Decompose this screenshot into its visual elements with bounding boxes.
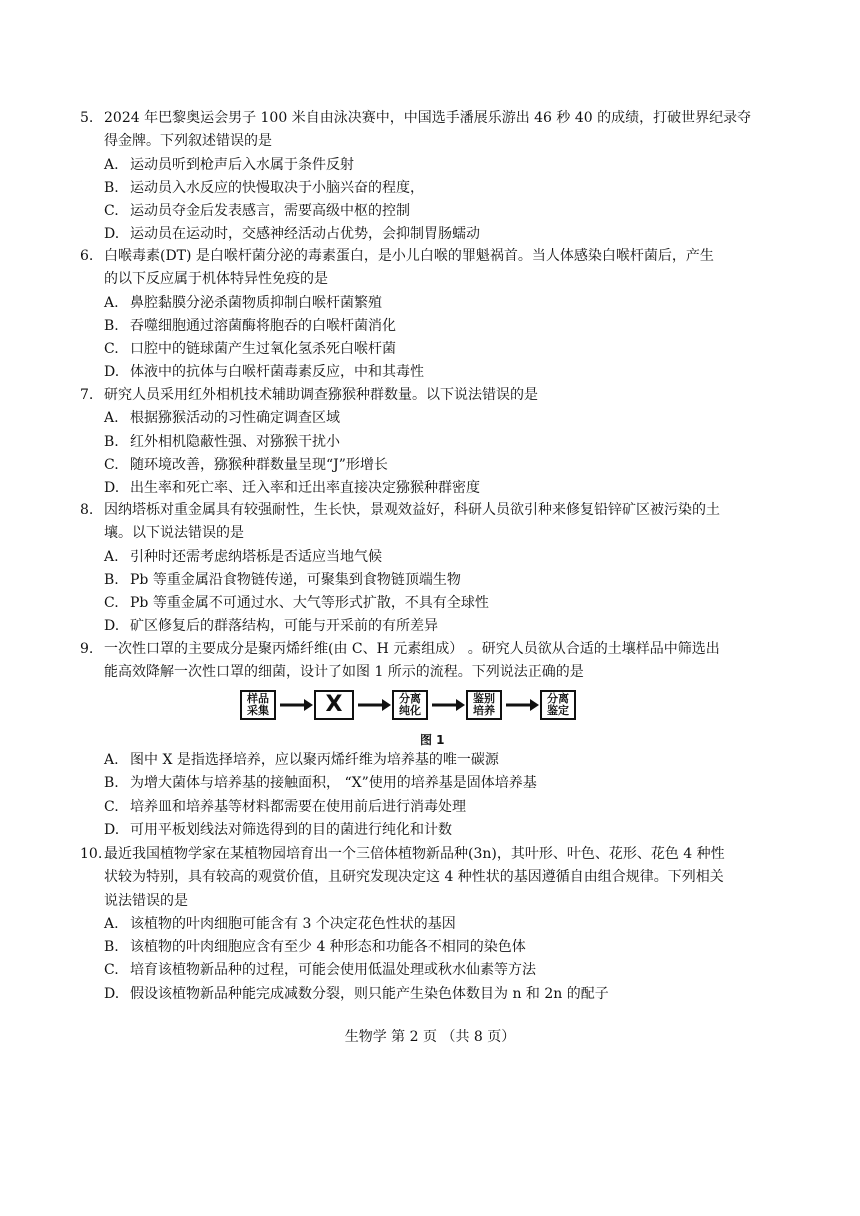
question-stem-line: 说法错误的是 [104, 892, 188, 909]
question-number: 5. [80, 110, 94, 126]
option-b: B. 运动员入水反应的快慢取决于小脑兴奋的程度， [104, 179, 424, 196]
question-number: 8. [80, 502, 94, 518]
option-c: C. 培育该植物新品种的过程，可能会使用低温处理或秋水仙素等方法 [104, 962, 536, 979]
option-b: B. Pb 等重金属沿食物链传递，可聚集到食物链顶端生物 [104, 571, 461, 588]
question-stem-line: 壤。以下说法错误的是 [104, 525, 244, 542]
option-d: D. 矿区修复后的群落结构，可能与开采前的有所差异 [104, 618, 438, 635]
question-stem-line: 2024 年巴黎奥运会男子 100 米自由泳决赛中，中国选手潘展乐游出 46 秒 40 的成绩，打破世界纪录夺 [104, 110, 752, 126]
option-d: D. 可用平板划线法对筛选得到的目的菌进行纯化和计数 [104, 821, 452, 838]
question-9 [80, 638, 780, 685]
question-number: 6. [80, 248, 94, 264]
question-5 [80, 107, 780, 247]
option-c: C. 随环境改善，猕猴种群数量呈现“J”形增长 [104, 456, 388, 473]
question-stem-line: 研究人员采用红外相机技术辅助调查猕猴种群数量。以下说法错误的是 [104, 387, 538, 403]
page-footer: 生物学 第 2 页 （共 8 页） [344, 1029, 516, 1045]
option-c: C. 运动员夺金后发表感言，需要高级中枢的控制 [104, 203, 410, 220]
flow-arrow [502, 695, 540, 715]
option-d: D. 体液中的抗体与白喉杆菌毒素反应，中和其毒性 [104, 364, 424, 381]
question-6 [80, 245, 780, 385]
flowchart-figure [240, 687, 632, 723]
option-a: A. 鼻腔黏膜分泌杀菌物质抑制白喉杆菌繁殖 [104, 294, 382, 311]
option-b: B. 为增大菌体与培养基的接触面积， “X”使用的培养基是固体培养基 [104, 775, 537, 792]
option-b: B. 该植物的叶肉细胞应含有至少 4 种形态和功能各不相同的染色体 [104, 939, 526, 956]
option-b: B. 吞噬细胞通过溶菌酶将胞吞的白喉杆菌消化 [104, 317, 396, 334]
question-stem-line: 因纳塔栎对重金属具有较强耐性，生长快，景观效益好，科研人员欲引种来修复铅锌矿区被污染的土 [104, 502, 720, 518]
option-a: A. 运动员听到枪声后入水属于条件反射 [104, 156, 354, 173]
option-d: D. 假设该植物新品种能完成减数分裂，则只能产生染色体数目为 n 和 2n 的配子 [104, 985, 609, 1002]
flow-arrow [276, 695, 314, 715]
option-a: A. 根据猕猴活动的习性确定调查区域 [104, 410, 340, 427]
option-b: B. 红外相机隐蔽性强、对猕猴干扰小 [104, 433, 340, 450]
question-10 [80, 843, 780, 1006]
question-7 [80, 384, 780, 500]
flow-arrow [428, 695, 466, 715]
option-a: A. 图中 X 是指选择培养，应以聚丙烯纤维为培养基的唯一碳源 [104, 752, 499, 768]
option-d: D. 出生率和死亡率、迁入率和迁出率直接决定猕猴种群密度 [104, 480, 480, 497]
question-number: 7. [80, 387, 94, 403]
option-c: C. 口腔中的链球菌产生过氧化氢杀死白喉杆菌 [104, 341, 396, 358]
question-number: 9. [80, 641, 94, 657]
flow-box-sample-collection: 样品采集 [240, 690, 276, 720]
option-c: C. 培养皿和培养基等材料都需要在使用前后进行消毒处理 [104, 798, 466, 815]
question-stem-line: 状较为特别，具有较高的观赏价值，且研究发现决定这 4 种性状的基因遵循自由组合规律。下列相关 [104, 869, 724, 886]
option-c: C. Pb 等重金属不可通过水、大气等形式扩散，不具有全球性 [104, 595, 489, 612]
question-9-options [80, 749, 780, 842]
flow-box-identification-culture: 鉴别培养 [466, 690, 502, 720]
figure-caption: 图 1 [420, 733, 445, 747]
flow-box-x: X [314, 690, 354, 720]
question-number: 10. [80, 846, 103, 862]
question-stem-line: 得金牌。下列叙述错误的是 [104, 133, 272, 150]
option-a: A. 该植物的叶肉细胞可能含有 3 个决定花色性状的基因 [104, 915, 456, 932]
option-d: D. 运动员在运动时，交感神经活动占优势，会抑制胃肠蠕动 [104, 226, 480, 243]
flow-arrow [354, 695, 392, 715]
question-stem-line: 的以下反应属于机体特异性免疫的是 [104, 271, 328, 288]
question-stem-line: 最近我国植物学家在某植物园培育出一个三倍体植物新品种(3n)，其叶形、叶色、花形、花色 4 种性 [104, 846, 725, 862]
flow-box-isolation-identification: 分离鉴定 [540, 690, 576, 720]
option-a: A. 引种时还需考虑纳塔栎是否适应当地气候 [104, 548, 382, 565]
question-stem-line: 能高效降解一次性口罩的细菌，设计了如图 1 所示的流程。下列说法正确的是 [104, 664, 584, 681]
question-stem-line: 白喉毒素(DT) 是白喉杆菌分泌的毒素蛋白，是小儿白喉的罪魁祸首。当人体感染白喉杆菌后，产生 [104, 248, 714, 264]
flow-box-isolation-purification: 分离纯化 [392, 690, 428, 720]
question-stem-line: 一次性口罩的主要成分是聚丙烯纤维(由 C、H 元素组成） 。研究人员欲从合适的土壤样品中筛选出 [104, 641, 720, 657]
question-8 [80, 499, 780, 639]
